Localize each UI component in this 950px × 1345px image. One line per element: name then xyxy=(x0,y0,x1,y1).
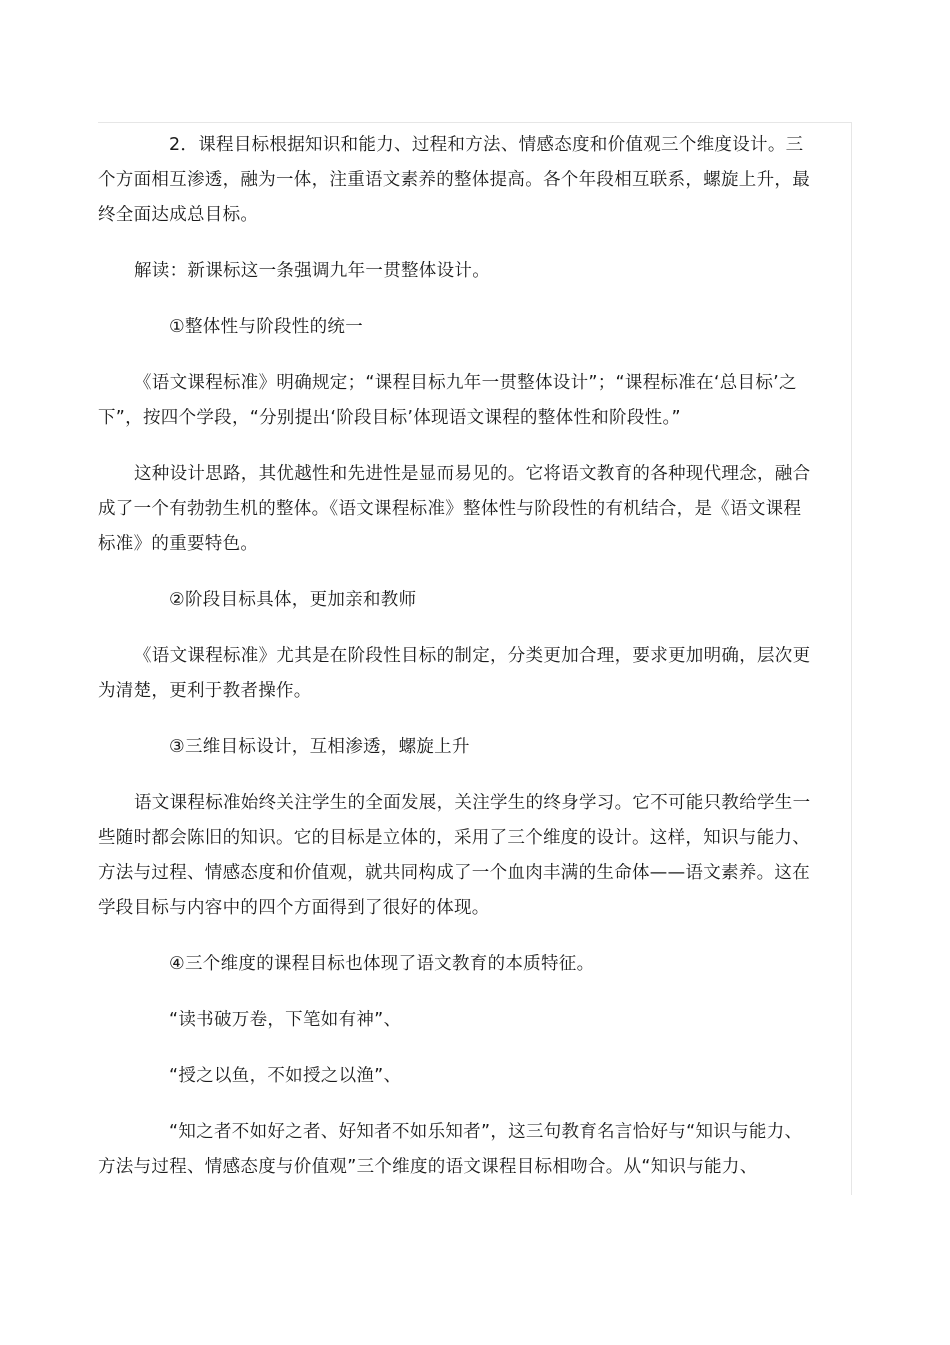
paragraph-three-dimensions: 语文课程标准始终关注学生的全面发展，关注学生的终身学习。它不可能只教给学生一些随时都会陈旧的知识。它的目标是立体的，采用了三个维度的设计。这样，知识与能力、方法与过程、情感态度和价值观，就共同构成了一个血肉丰满的生命体——语文素养。这在学段目标与内容中的四个方面得到了很好的体现。 xyxy=(98,793,811,918)
paragraph-stage-goals: 《语文课程标准》尤其是在阶段性目标的制定，分类更加合理，要求更加明确，层次更为清楚，更利于教者操作。 xyxy=(98,646,811,701)
page-border-top xyxy=(98,122,852,123)
document-body xyxy=(98,128,814,1185)
paragraph-three-sayings: “知之者不如好之者、好知者不如乐知者”，这三句教育名言恰好与“知识与能力、方法与过程、情感态度与价值观”三个维度的语文课程目标相吻合。从“知识与能力、 xyxy=(98,1122,803,1177)
paragraph-standard-rules: 《语文课程标准》明确规定；“课程目标九年一贯整体设计”；“课程标准在‘总目标’之下”，按四个学段，“分别提出‘阶段目标’体现语文课程的整体性和阶段性。” xyxy=(98,373,797,428)
quote-reading: “读书破万卷，下笔如有神”、 xyxy=(169,1010,402,1030)
page-border-right xyxy=(851,122,852,1195)
quote-fishing: “授之以鱼，不如授之以渔”、 xyxy=(169,1066,402,1086)
paragraph-design-idea: 这种设计思路，其优越性和先进性是显而易见的。它将语文教育的各种现代理念，融合成了一个有勃勃生机的整体。《语文课程标准》整体性与阶段性的有机结合，是《语文课程标准》的重要特色。 xyxy=(98,464,811,554)
heading-point-4: ④三个维度的课程目标也体现了语文教育的本质特征。 xyxy=(169,954,595,974)
heading-point-3: ③三维目标设计，互相渗透，螺旋上升 xyxy=(169,737,470,757)
heading-point-1: ①整体性与阶段性的统一 xyxy=(169,317,363,337)
paragraph-curriculum-goals: 2．课程目标根据知识和能力、过程和方法、情感态度和价值观三个维度设计。三个方面相互渗透，融为一体，注重语文素养的整体提高。各个年段相互联系，螺旋上升，最终全面达成总目标。 xyxy=(98,135,810,225)
heading-point-2: ②阶段目标具体，更加亲和教师 xyxy=(169,590,417,610)
paragraph-interpretation: 解读：新课标这一条强调九年一贯整体设计。 xyxy=(134,261,490,281)
